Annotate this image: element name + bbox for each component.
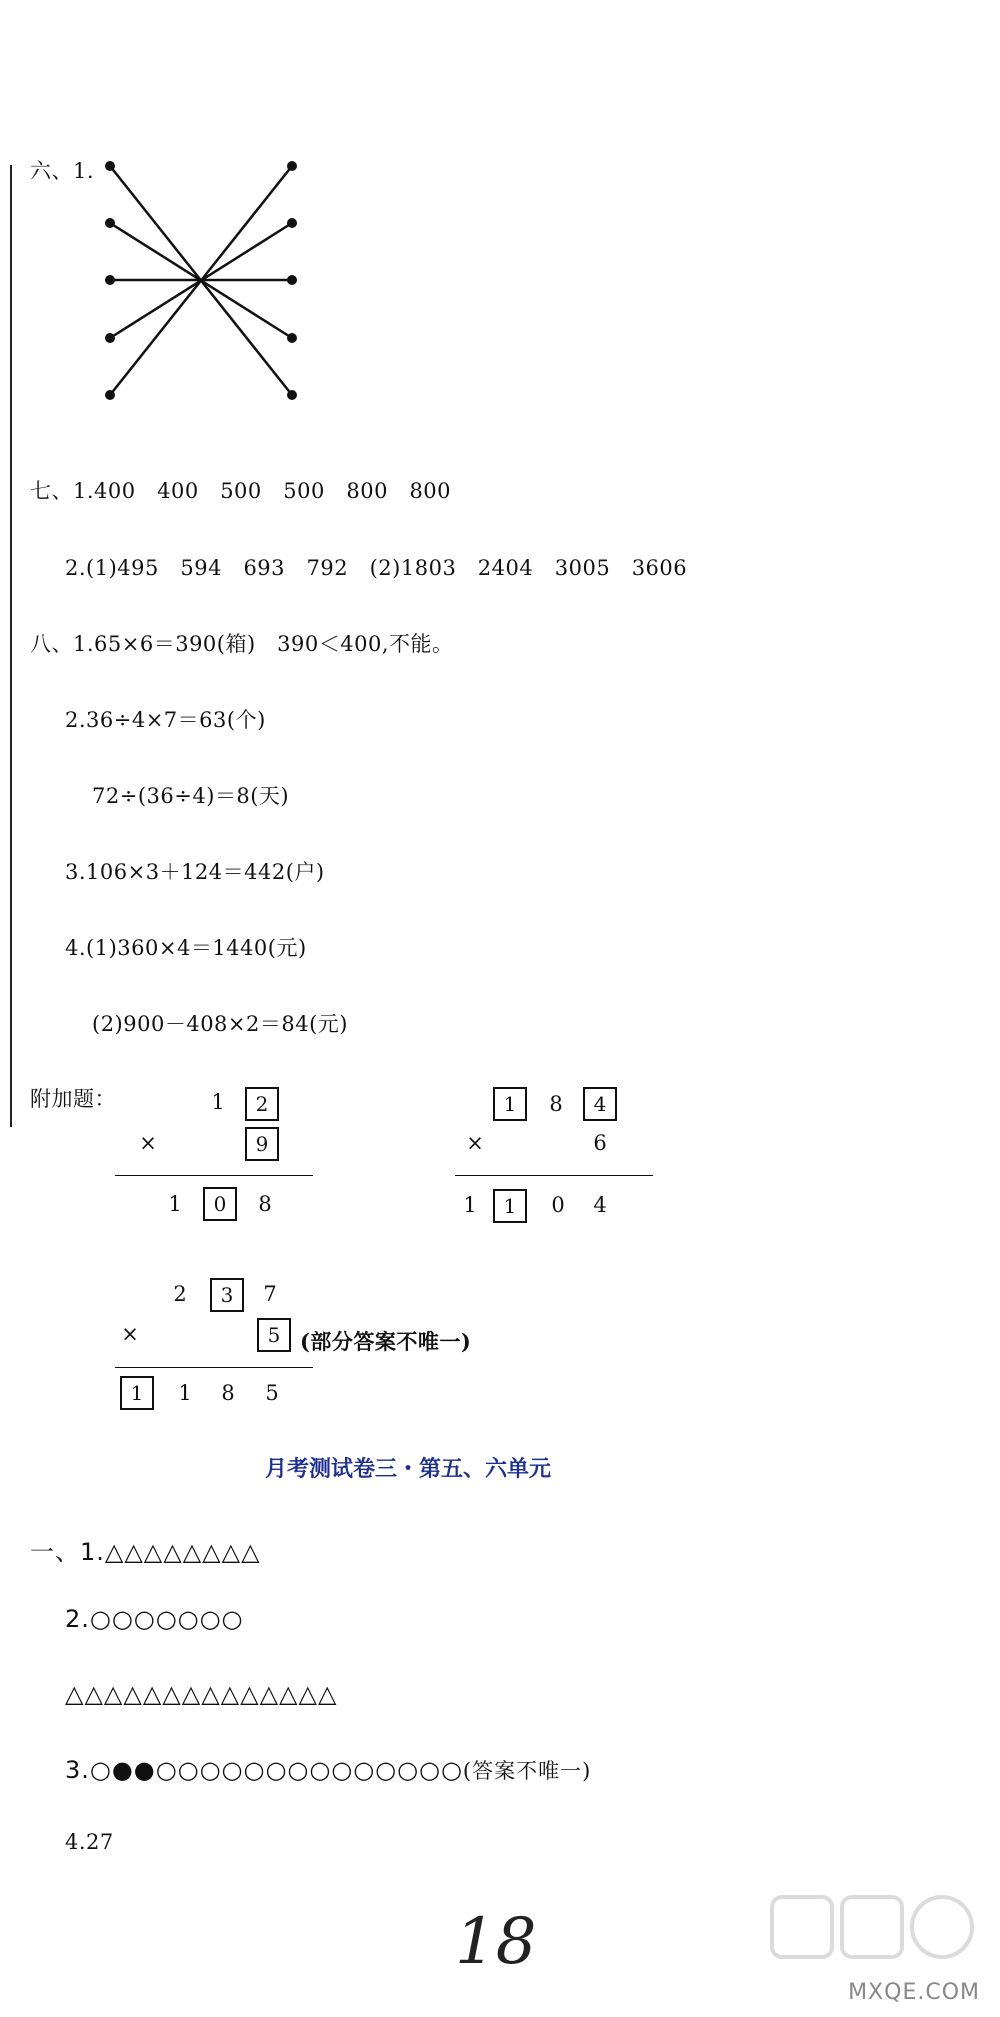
answer-box: 9 (245, 1127, 279, 1161)
match-dot-left (105, 275, 115, 285)
digit: 4 (593, 1193, 607, 1217)
answer-box: 5 (257, 1318, 291, 1352)
q8-line1: 八、1.65×6＝390(箱) 390＜400,不能。 (30, 632, 454, 656)
s1-line2: 2.○○○○○○○ (65, 1605, 244, 1633)
match-dot-left (105, 390, 115, 400)
answer-box: 1 (120, 1376, 154, 1410)
match-dot-right (287, 161, 297, 171)
digit: 8 (258, 1192, 272, 1216)
margin-bar (10, 165, 12, 1127)
match-dot-left (105, 218, 115, 228)
match-dot-left (105, 161, 115, 171)
match-dot-right (287, 218, 297, 228)
digit: 8 (221, 1381, 235, 1405)
match-dot-right (287, 333, 297, 343)
match-dot-left (105, 333, 115, 343)
q8-line5: 4.(1)360×4＝1440(元) (65, 936, 307, 960)
sum-rule (115, 1367, 313, 1368)
watermark-url: MXQE.COM (848, 1980, 980, 2005)
page-number: 18 (455, 1905, 537, 1979)
filled-circles: ●● (111, 1756, 156, 1784)
times-sign: × (121, 1322, 139, 1346)
digit: 2 (173, 1282, 187, 1306)
match-dot-right (287, 390, 297, 400)
digit: 1 (168, 1192, 182, 1216)
matching-lines (100, 160, 300, 420)
sum-rule (115, 1175, 313, 1176)
s1-line4-rest: ○○○○○○○○○○○○○○ (155, 1756, 463, 1784)
match-dot-right (287, 275, 297, 285)
answer-box: 4 (583, 1087, 617, 1121)
s1-line3: △△△△△△△△△△△△△△ (65, 1680, 338, 1708)
s1-line1: 一、1.△△△△△△△△ (30, 1538, 261, 1566)
digit: 5 (265, 1381, 279, 1405)
digit: 6 (593, 1131, 607, 1155)
bonus-label: 附加题： (30, 1087, 116, 1111)
digit: 8 (549, 1092, 563, 1116)
q8-line6: (2)900－408×2＝84(元) (92, 1012, 348, 1036)
digit: 1 (463, 1193, 477, 1217)
digit: 7 (263, 1282, 277, 1306)
answer-box: 1 (493, 1087, 527, 1121)
digit: 0 (551, 1193, 565, 1217)
times-sign: × (139, 1131, 157, 1155)
s1-line4 (65, 1755, 591, 1785)
times-sign: × (466, 1131, 484, 1155)
answer-box: 3 (210, 1278, 244, 1312)
q7-line2: 2.(1)495 594 693 792 (2)1803 2404 3005 3606 (65, 556, 688, 580)
answer-box: 1 (493, 1189, 527, 1223)
q6-label: 六、1. (30, 159, 95, 183)
q8-line3: 72÷(36÷4)＝8(天) (92, 784, 290, 808)
q8-line4: 3.106×3＋124＝442(户) (65, 860, 325, 884)
bonus-note: (部分答案不唯一) (300, 1329, 472, 1354)
digit: 1 (211, 1090, 225, 1114)
s1-line5: 4.27 (65, 1830, 114, 1854)
digit: 1 (178, 1381, 192, 1405)
s1-line4-note: (答案不唯一) (462, 1759, 592, 1783)
q8-line2: 2.36÷4×7＝63(个) (65, 708, 266, 732)
answer-box: 2 (245, 1087, 279, 1121)
s1-line4-prefix: 3.○ (65, 1756, 112, 1784)
q7-line1: 七、1.400 400 500 500 800 800 (30, 479, 452, 503)
section-title: 月考测试卷三・第五、六单元 (265, 1457, 552, 1482)
answer-box: 0 (203, 1187, 237, 1221)
sum-rule (455, 1175, 653, 1176)
